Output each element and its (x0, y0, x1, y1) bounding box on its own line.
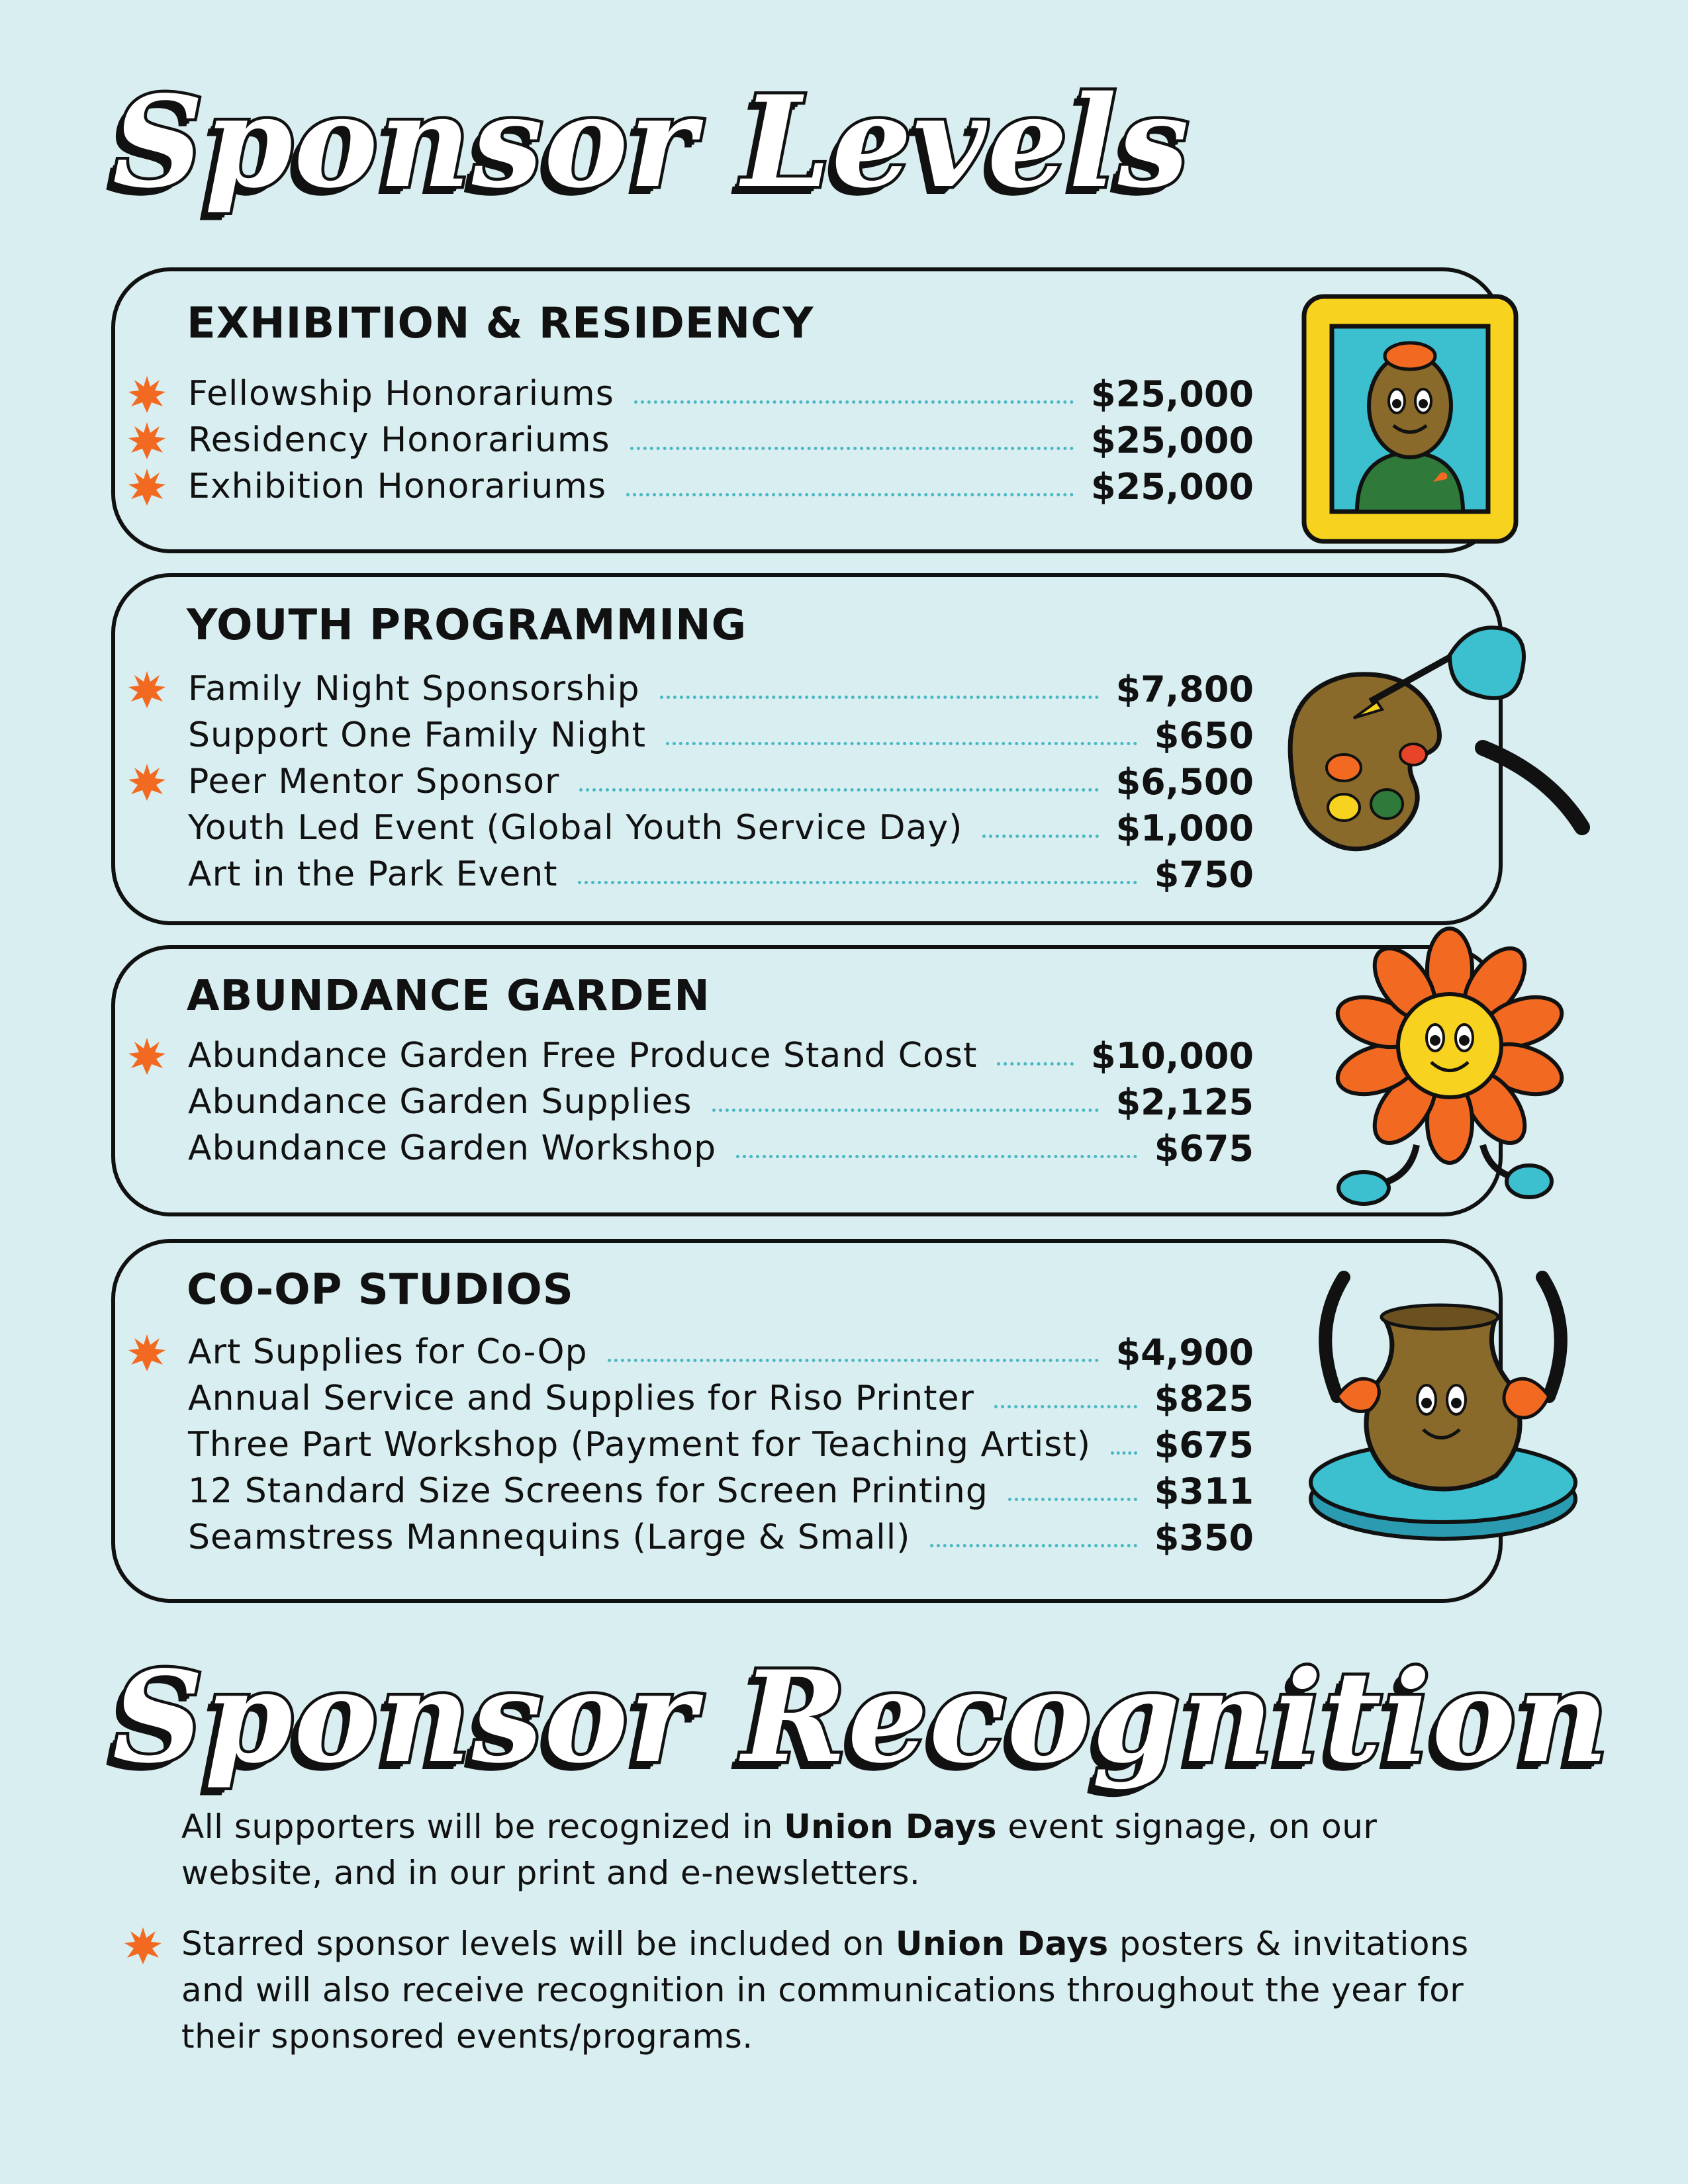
leader-dots (630, 447, 1074, 450)
list-item (188, 1514, 1254, 1561)
leader-dots (634, 400, 1074, 404)
item-amount: $675 (1154, 1127, 1254, 1169)
leader-dots (994, 1405, 1137, 1408)
item-amount: $675 (1154, 1424, 1254, 1466)
list-item (188, 1375, 1254, 1422)
section-exhibition-residency (111, 267, 1503, 553)
item-label: 12 Standard Size Screens for Screen Printing (188, 1471, 988, 1511)
section-co-op-studios (111, 1239, 1503, 1603)
list-item (188, 371, 1254, 417)
item-label: Art in the Park Event (188, 854, 558, 894)
item-amount: $25,000 (1091, 419, 1254, 461)
item-label: Family Night Sponsorship (188, 669, 640, 709)
star-icon (127, 762, 167, 802)
recognition-text: All supporters will be recognized in (181, 1807, 784, 1846)
item-label: Annual Service and Supplies for Riso Printer (188, 1379, 974, 1418)
leader-dots (1008, 1498, 1137, 1501)
page-title: Sponsor Levels (113, 68, 1190, 216)
leader-dots (982, 835, 1098, 838)
recognition-text: posters & invitations and will also receive recognition in communications throughout the year for their sponsored events/programs. (181, 1925, 1469, 2056)
union-days-label: Union Days (784, 1807, 997, 1846)
star-icon (127, 1036, 167, 1076)
item-label: Peer Mentor Sponsor (188, 762, 560, 801)
recognition-paragraph-starred (181, 1921, 1472, 2060)
item-label: Residency Honorariums (188, 420, 610, 460)
leader-dots (712, 1109, 1099, 1112)
flower-icon (1317, 927, 1582, 1218)
recognition-paragraph-all (181, 1803, 1472, 1896)
item-label: Support One Family Night (188, 715, 647, 755)
list-item (188, 1125, 1254, 1171)
recognition-text: Starred sponsor levels will be included on (181, 1925, 896, 1963)
pottery-wheel-icon (1297, 1264, 1589, 1555)
leader-dots (579, 788, 1098, 792)
list-item (188, 666, 1254, 712)
item-amount: $650 (1154, 714, 1254, 756)
star-icon (123, 1926, 163, 1966)
section-heading: CO-OP STUDIOS (187, 1265, 574, 1314)
item-label: Exhibition Honorariums (188, 467, 607, 506)
leader-dots (626, 493, 1074, 496)
list-item (188, 1079, 1254, 1125)
list-item (188, 1032, 1254, 1079)
section-heading: YOUTH PROGRAMMING (187, 601, 747, 650)
portrait-frame-icon (1297, 290, 1523, 548)
leader-dots (608, 1359, 1099, 1362)
item-label: Art Supplies for Co-Op (188, 1332, 588, 1372)
list-item (188, 712, 1254, 758)
star-icon (127, 421, 167, 461)
list-item (188, 805, 1254, 851)
leader-dots (578, 881, 1137, 884)
item-label: Seamstress Mannequins (Large & Small) (188, 1518, 911, 1557)
item-amount: $825 (1154, 1377, 1254, 1420)
item-label: Abundance Garden Free Produce Stand Cost (188, 1036, 978, 1075)
recognition-text: event signage, on our website, and in our print and e-newsletters. (181, 1807, 1378, 1892)
item-label: Three Part Workshop (Payment for Teaching Artist) (188, 1425, 1092, 1465)
leader-dots (736, 1155, 1137, 1158)
item-amount: $10,000 (1091, 1034, 1254, 1077)
item-label: Abundance Garden Workshop (188, 1128, 717, 1168)
section-heading: EXHIBITION & RESIDENCY (187, 299, 814, 348)
list-item (188, 417, 1254, 463)
recognition-title: Sponsor Recognition (113, 1643, 1611, 1791)
section-abundance-garden (111, 945, 1503, 1216)
star-icon (127, 375, 167, 414)
item-label: Youth Led Event (Global Youth Service Day) (188, 808, 963, 848)
star-icon (127, 1333, 167, 1373)
item-amount: $1,000 (1115, 807, 1254, 849)
item-amount: $25,000 (1091, 373, 1254, 415)
list-item (188, 851, 1254, 897)
item-amount: $2,125 (1115, 1081, 1254, 1123)
union-days-label: Union Days (895, 1925, 1109, 1963)
list-item (188, 463, 1254, 510)
leader-dots (666, 742, 1137, 745)
leader-dots (660, 696, 1099, 699)
item-amount: $7,800 (1115, 668, 1254, 710)
leader-dots (997, 1062, 1074, 1066)
section-heading: ABUNDANCE GARDEN (187, 972, 710, 1021)
list-item (188, 758, 1254, 805)
item-label: Fellowship Honorariums (188, 374, 614, 414)
item-amount: $350 (1154, 1516, 1254, 1559)
item-amount: $6,500 (1115, 760, 1254, 803)
leader-dots (930, 1544, 1137, 1547)
star-icon (127, 467, 167, 507)
list-item (188, 1468, 1254, 1514)
list-item (188, 1329, 1254, 1375)
item-amount: $750 (1154, 853, 1254, 895)
star-icon (127, 670, 167, 709)
item-amount: $4,900 (1115, 1331, 1254, 1373)
item-amount: $311 (1154, 1470, 1254, 1512)
item-label: Abundance Garden Supplies (188, 1082, 692, 1122)
list-item (188, 1422, 1254, 1468)
leader-dots (1111, 1451, 1137, 1455)
item-amount: $25,000 (1091, 465, 1254, 508)
paint-palette-icon (1271, 609, 1602, 900)
